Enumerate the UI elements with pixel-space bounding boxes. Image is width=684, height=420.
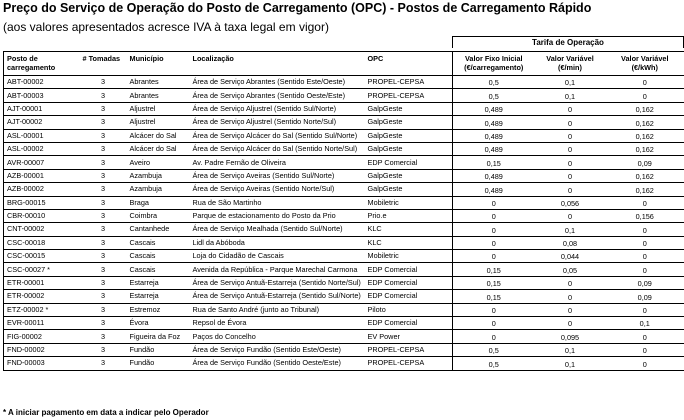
cell-valor-kwh: 0 bbox=[606, 303, 684, 316]
cell-municipio: Cascais bbox=[127, 236, 190, 249]
cell-tomadas: 3 bbox=[80, 290, 127, 303]
cell-valor-kwh: 0,09 bbox=[606, 276, 684, 289]
cell-municipio: Cascais bbox=[127, 250, 190, 263]
cell-valor-fixo: 0 bbox=[453, 223, 535, 236]
cell-tomadas: 3 bbox=[80, 183, 127, 196]
cell-posto: AJT-00002 bbox=[4, 116, 80, 129]
cell-valor-kwh: 0 bbox=[606, 263, 684, 276]
cell-opc: EDP Comercial bbox=[365, 290, 453, 303]
table-row bbox=[4, 303, 684, 316]
cell-posto: ABT-00003 bbox=[4, 89, 80, 102]
cell-posto: FND-00002 bbox=[4, 343, 80, 356]
cell-posto: ASL-00002 bbox=[4, 142, 80, 155]
price-table bbox=[3, 51, 684, 371]
cell-valor-fixo: 0 bbox=[453, 209, 535, 222]
cell-valor-min: 0 bbox=[535, 183, 606, 196]
cell-opc: EDP Comercial bbox=[365, 276, 453, 289]
cell-valor-fixo: 0 bbox=[453, 250, 535, 263]
cell-localizacao: Área de Serviço Aljustrel (Sentido Norte/Sul) bbox=[190, 116, 365, 129]
cell-municipio: Azambuja bbox=[127, 183, 190, 196]
cell-municipio: Aljustrel bbox=[127, 102, 190, 115]
cell-localizacao: Área de Serviço Mealhada (Sentido Sul/Norte) bbox=[190, 223, 365, 236]
cell-opc: PROPEL-CEPSA bbox=[365, 89, 453, 102]
header-valor-min: Valor Variável (€/min) bbox=[535, 52, 606, 76]
cell-valor-fixo: 0,5 bbox=[453, 89, 535, 102]
cell-valor-kwh: 0 bbox=[606, 236, 684, 249]
cell-opc: KLC bbox=[365, 236, 453, 249]
cell-localizacao: Rua de São Martinho bbox=[190, 196, 365, 209]
cell-tomadas: 3 bbox=[80, 343, 127, 356]
cell-valor-kwh: 0,162 bbox=[606, 102, 684, 115]
cell-valor-fixo: 0,489 bbox=[453, 129, 535, 142]
cell-valor-min: 0 bbox=[535, 276, 606, 289]
cell-localizacao: Área de Serviço Aljustrel (Sentido Sul/Norte) bbox=[190, 102, 365, 115]
table-row bbox=[4, 357, 684, 370]
cell-valor-min: 0,05 bbox=[535, 263, 606, 276]
cell-valor-fixo: 0,489 bbox=[453, 183, 535, 196]
cell-posto: ETR-00001 bbox=[4, 276, 80, 289]
table-row bbox=[4, 250, 684, 263]
cell-municipio: Cascais bbox=[127, 263, 190, 276]
cell-municipio: Fundão bbox=[127, 343, 190, 356]
cell-valor-min: 0 bbox=[535, 129, 606, 142]
cell-valor-min: 0 bbox=[535, 317, 606, 330]
cell-municipio: Coimbra bbox=[127, 209, 190, 222]
header-valor-fixo: Valor Fixo Inicial (€/carregamento) bbox=[453, 52, 535, 76]
cell-valor-min: 0,1 bbox=[535, 76, 606, 89]
cell-localizacao: Parque de estacionamento do Posto da Prio bbox=[190, 209, 365, 222]
cell-valor-kwh: 0 bbox=[606, 357, 684, 370]
page-title: Preço do Serviço de Operação do Posto de Carregamento (OPC) - Postos de Carregamento Rápido bbox=[3, 1, 592, 15]
cell-municipio: Alcácer do Sal bbox=[127, 142, 190, 155]
cell-localizacao: Área de Serviço Abrantes (Sentido Este/Oeste) bbox=[190, 76, 365, 89]
cell-valor-kwh: 0 bbox=[606, 250, 684, 263]
header-valor-kwh: Valor Variável (€/kWh) bbox=[606, 52, 684, 76]
cell-posto: BRG-00015 bbox=[4, 196, 80, 209]
table-row bbox=[4, 142, 684, 155]
cell-opc: Piloto bbox=[365, 303, 453, 316]
cell-valor-fixo: 0,489 bbox=[453, 169, 535, 182]
cell-valor-fixo: 0,489 bbox=[453, 102, 535, 115]
cell-valor-kwh: 0,162 bbox=[606, 129, 684, 142]
header-tomadas: # Tomadas bbox=[80, 52, 127, 76]
cell-valor-min: 0,044 bbox=[535, 250, 606, 263]
cell-tomadas: 3 bbox=[80, 317, 127, 330]
cell-tomadas: 3 bbox=[80, 76, 127, 89]
cell-tomadas: 3 bbox=[80, 102, 127, 115]
cell-localizacao: Av. Padre Fernão de Oliveira bbox=[190, 156, 365, 169]
cell-valor-kwh: 0,162 bbox=[606, 142, 684, 155]
table-row bbox=[4, 89, 684, 102]
cell-tomadas: 3 bbox=[80, 169, 127, 182]
cell-valor-kwh: 0 bbox=[606, 223, 684, 236]
cell-valor-fixo: 0,5 bbox=[453, 76, 535, 89]
cell-posto: FND-00003 bbox=[4, 357, 80, 370]
cell-valor-min: 0,1 bbox=[535, 357, 606, 370]
cell-opc: GalpGeste bbox=[365, 129, 453, 142]
cell-tomadas: 3 bbox=[80, 236, 127, 249]
cell-valor-fixo: 0 bbox=[453, 330, 535, 343]
cell-opc: GalpGeste bbox=[365, 116, 453, 129]
cell-valor-kwh: 0 bbox=[606, 76, 684, 89]
cell-posto: AZB-00001 bbox=[4, 169, 80, 182]
cell-valor-fixo: 0,15 bbox=[453, 276, 535, 289]
table-row bbox=[4, 343, 684, 356]
cell-valor-fixo: 0 bbox=[453, 303, 535, 316]
cell-municipio: Figueira da Foz bbox=[127, 330, 190, 343]
cell-opc: Prio.e bbox=[365, 209, 453, 222]
cell-valor-fixo: 0,15 bbox=[453, 156, 535, 169]
cell-valor-min: 0 bbox=[535, 142, 606, 155]
cell-valor-fixo: 0,15 bbox=[453, 263, 535, 276]
cell-municipio: Abrantes bbox=[127, 89, 190, 102]
cell-tomadas: 3 bbox=[80, 276, 127, 289]
cell-posto: ETR-00002 bbox=[4, 290, 80, 303]
cell-valor-kwh: 0,1 bbox=[606, 317, 684, 330]
cell-valor-min: 0 bbox=[535, 303, 606, 316]
cell-localizacao: Área de Serviço Antuã-Estarreja (Sentido Norte/Sul) bbox=[190, 276, 365, 289]
cell-tomadas: 3 bbox=[80, 263, 127, 276]
cell-localizacao: Área de Serviço Antuã-Estarreja (Sentido Sul/Norte) bbox=[190, 290, 365, 303]
cell-valor-kwh: 0,162 bbox=[606, 116, 684, 129]
cell-tomadas: 3 bbox=[80, 129, 127, 142]
cell-valor-kwh: 0 bbox=[606, 89, 684, 102]
cell-municipio: Estremoz bbox=[127, 303, 190, 316]
cell-posto: CNT-00002 bbox=[4, 223, 80, 236]
cell-opc: GalpGeste bbox=[365, 102, 453, 115]
cell-opc: PROPEL-CEPSA bbox=[365, 357, 453, 370]
cell-localizacao: Área de Serviço Alcácer do Sal (Sentido Norte/Sul) bbox=[190, 142, 365, 155]
cell-posto: FIG-00002 bbox=[4, 330, 80, 343]
cell-municipio: Braga bbox=[127, 196, 190, 209]
cell-municipio: Estarreja bbox=[127, 290, 190, 303]
cell-posto: CSC-00027 * bbox=[4, 263, 80, 276]
cell-posto: AZB-00002 bbox=[4, 183, 80, 196]
cell-localizacao: Área de Serviço Aveiras (Sentido Norte/Sul) bbox=[190, 183, 365, 196]
cell-valor-fixo: 0,489 bbox=[453, 116, 535, 129]
cell-valor-kwh: 0,156 bbox=[606, 209, 684, 222]
cell-valor-kwh: 0,162 bbox=[606, 169, 684, 182]
header-opc: OPC bbox=[365, 52, 453, 76]
table-row bbox=[4, 263, 684, 276]
table-row bbox=[4, 223, 684, 236]
cell-tomadas: 3 bbox=[80, 250, 127, 263]
header-localizacao: Localização bbox=[190, 52, 365, 76]
cell-valor-fixo: 0,15 bbox=[453, 290, 535, 303]
cell-posto: ETZ-00002 * bbox=[4, 303, 80, 316]
cell-localizacao: Repsol de Évora bbox=[190, 317, 365, 330]
cell-valor-fixo: 0,5 bbox=[453, 357, 535, 370]
cell-posto: EVR-00011 bbox=[4, 317, 80, 330]
cell-posto: ABT-00002 bbox=[4, 76, 80, 89]
cell-valor-fixo: 0 bbox=[453, 236, 535, 249]
cell-tomadas: 3 bbox=[80, 209, 127, 222]
cell-tomadas: 3 bbox=[80, 142, 127, 155]
cell-opc: EDP Comercial bbox=[365, 317, 453, 330]
cell-localizacao: Área de Serviço Alcácer do Sal (Sentido Sul/Norte) bbox=[190, 129, 365, 142]
cell-opc: GalpGeste bbox=[365, 183, 453, 196]
table-row bbox=[4, 290, 684, 303]
cell-opc: Mobiletric bbox=[365, 250, 453, 263]
tarifa-operacao-header: Tarifa de Operação bbox=[452, 36, 684, 48]
table-row bbox=[4, 236, 684, 249]
table-row bbox=[4, 317, 684, 330]
table-row bbox=[4, 102, 684, 115]
cell-opc: PROPEL-CEPSA bbox=[365, 76, 453, 89]
cell-localizacao: Área de Serviço Abrantes (Sentido Oeste/Este) bbox=[190, 89, 365, 102]
cell-opc: KLC bbox=[365, 223, 453, 236]
page-subtitle: (aos valores apresentados acresce IVA à taxa legal em vigor) bbox=[3, 20, 329, 34]
cell-opc: EV Power bbox=[365, 330, 453, 343]
cell-valor-min: 0 bbox=[535, 209, 606, 222]
cell-tomadas: 3 bbox=[80, 89, 127, 102]
cell-valor-fixo: 0,489 bbox=[453, 142, 535, 155]
header-posto: Posto de carregamento bbox=[4, 52, 80, 76]
cell-posto: AJT-00001 bbox=[4, 102, 80, 115]
cell-opc: PROPEL-CEPSA bbox=[365, 343, 453, 356]
cell-tomadas: 3 bbox=[80, 116, 127, 129]
cell-valor-kwh: 0 bbox=[606, 330, 684, 343]
header-municipio: Município bbox=[127, 52, 190, 76]
table-row bbox=[4, 116, 684, 129]
cell-localizacao: Área de Serviço Aveiras (Sentido Sul/Norte) bbox=[190, 169, 365, 182]
table-row bbox=[4, 196, 684, 209]
cell-localizacao: Área de Serviço Fundão (Sentido Este/Oeste) bbox=[190, 343, 365, 356]
cell-posto: AVR-00007 bbox=[4, 156, 80, 169]
footnote: * A iniciar pagamento em data a indicar pelo Operador bbox=[3, 408, 209, 417]
cell-municipio: Aveiro bbox=[127, 156, 190, 169]
cell-valor-fixo: 0 bbox=[453, 317, 535, 330]
cell-municipio: Azambuja bbox=[127, 169, 190, 182]
cell-valor-min: 0 bbox=[535, 156, 606, 169]
cell-tomadas: 3 bbox=[80, 330, 127, 343]
cell-valor-kwh: 0,09 bbox=[606, 156, 684, 169]
table-row bbox=[4, 169, 684, 182]
cell-valor-min: 0,1 bbox=[535, 89, 606, 102]
cell-localizacao: Lidl da Abóboda bbox=[190, 236, 365, 249]
table-row bbox=[4, 209, 684, 222]
cell-opc: GalpGeste bbox=[365, 169, 453, 182]
cell-opc: EDP Comercial bbox=[365, 156, 453, 169]
table-row bbox=[4, 76, 684, 89]
cell-localizacao: Área de Serviço Fundão (Sentido Oeste/Este) bbox=[190, 357, 365, 370]
cell-localizacao: Loja do Cidadão de Cascais bbox=[190, 250, 365, 263]
cell-valor-min: 0,056 bbox=[535, 196, 606, 209]
cell-valor-min: 0,095 bbox=[535, 330, 606, 343]
cell-valor-min: 0,1 bbox=[535, 343, 606, 356]
cell-valor-kwh: 0,09 bbox=[606, 290, 684, 303]
cell-tomadas: 3 bbox=[80, 196, 127, 209]
cell-municipio: Fundão bbox=[127, 357, 190, 370]
cell-municipio: Cantanhede bbox=[127, 223, 190, 236]
table-row bbox=[4, 129, 684, 142]
cell-tomadas: 3 bbox=[80, 303, 127, 316]
cell-localizacao: Avenida da República - Parque Marechal Carmona bbox=[190, 263, 365, 276]
table-row bbox=[4, 183, 684, 196]
cell-valor-min: 0 bbox=[535, 102, 606, 115]
table-row bbox=[4, 156, 684, 169]
table-header-row bbox=[4, 52, 684, 76]
cell-valor-min: 0,1 bbox=[535, 223, 606, 236]
cell-municipio: Alcácer do Sal bbox=[127, 129, 190, 142]
cell-tomadas: 3 bbox=[80, 223, 127, 236]
cell-valor-kwh: 0,162 bbox=[606, 183, 684, 196]
cell-valor-fixo: 0,5 bbox=[453, 343, 535, 356]
cell-posto: CSC-00015 bbox=[4, 250, 80, 263]
cell-valor-min: 0,08 bbox=[535, 236, 606, 249]
cell-posto: ASL-00001 bbox=[4, 129, 80, 142]
cell-valor-min: 0 bbox=[535, 169, 606, 182]
cell-opc: GalpGeste bbox=[365, 142, 453, 155]
cell-localizacao: Rua de Santo André (junto ao Tribunal) bbox=[190, 303, 365, 316]
cell-valor-fixo: 0 bbox=[453, 196, 535, 209]
table-row bbox=[4, 276, 684, 289]
cell-municipio: Abrantes bbox=[127, 76, 190, 89]
cell-valor-min: 0 bbox=[535, 116, 606, 129]
cell-opc: Mobiletric bbox=[365, 196, 453, 209]
table-row bbox=[4, 330, 684, 343]
cell-tomadas: 3 bbox=[80, 156, 127, 169]
cell-opc: EDP Comercial bbox=[365, 263, 453, 276]
cell-valor-kwh: 0 bbox=[606, 343, 684, 356]
cell-posto: CSC-00018 bbox=[4, 236, 80, 249]
cell-posto: CBR-00010 bbox=[4, 209, 80, 222]
cell-tomadas: 3 bbox=[80, 357, 127, 370]
cell-municipio: Évora bbox=[127, 317, 190, 330]
cell-localizacao: Paços do Concelho bbox=[190, 330, 365, 343]
cell-valor-min: 0 bbox=[535, 290, 606, 303]
cell-municipio: Estarreja bbox=[127, 276, 190, 289]
cell-municipio: Aljustrel bbox=[127, 116, 190, 129]
cell-valor-kwh: 0 bbox=[606, 196, 684, 209]
